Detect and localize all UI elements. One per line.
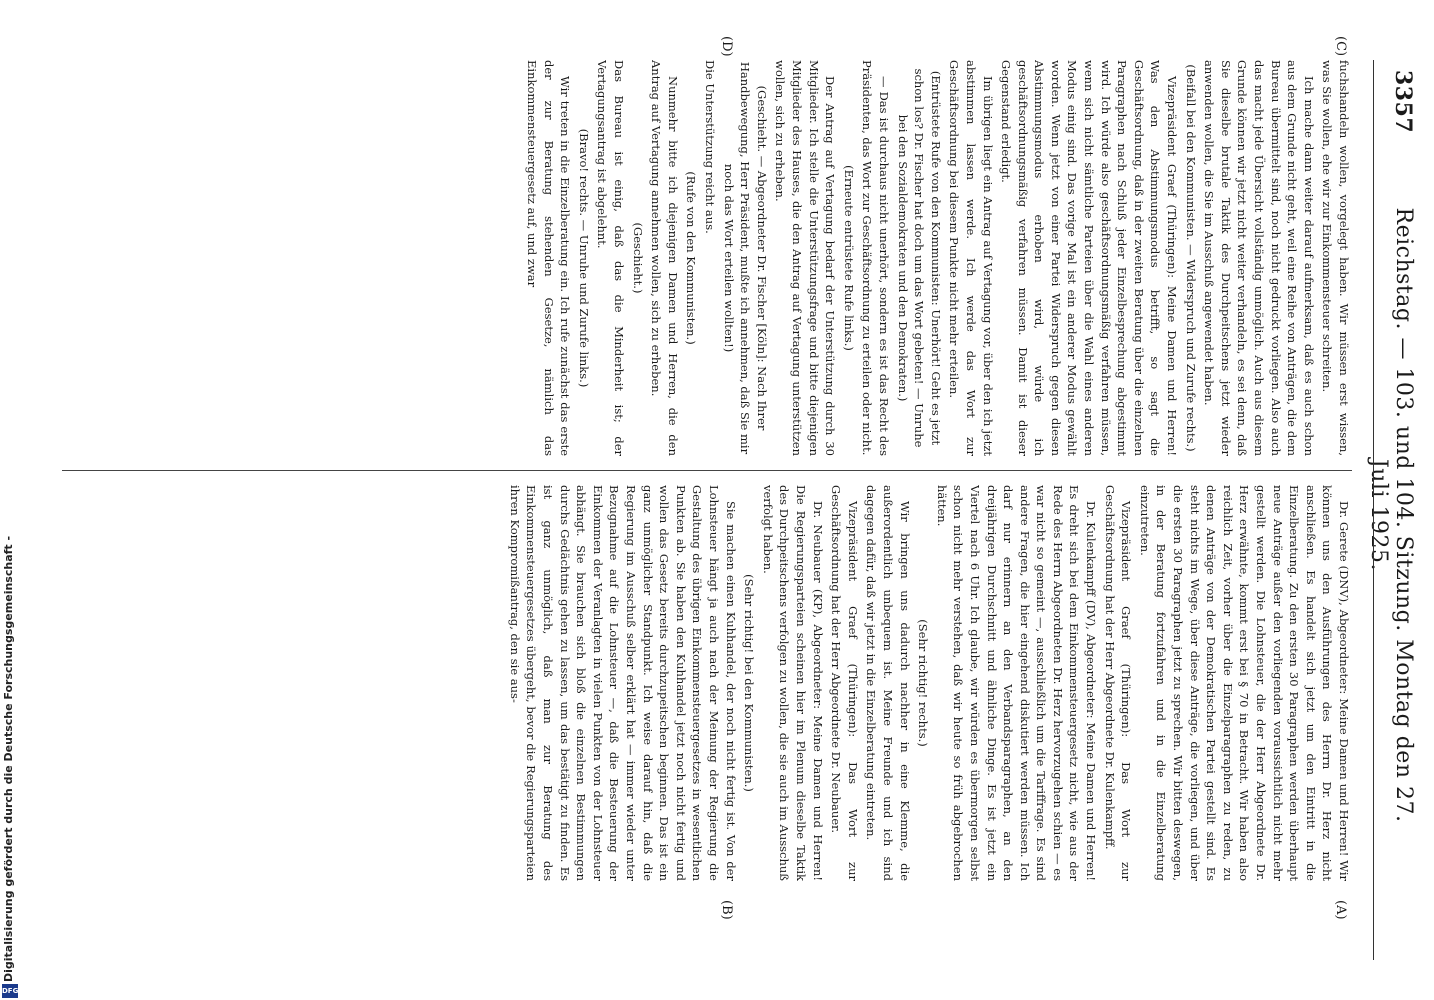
funding-sidebar: [0, 0, 22, 1000]
paragraph: Wir treten in die Einzelberatung ein. Ich rufe zunächst das erste der zur Beratung stehenden Gesetze, nämlich das Einkommensteuergesetz auf, und zwar: [525, 60, 573, 456]
interjection: (Geschieht. — Abgeordneter Dr. Fischer [Köln]: Nach Ihrer Handbewegung, Herr Präsident, mußte ich annehmen, daß Sie mir noch das Wort erteilen wollten!): [721, 61, 769, 455]
paragraph: fuchshandeln wollen, vorgelegt haben. Wir müssen erst wissen, was Sie wollen, ehe wir zur Einkommensteuer schreiten.: [1320, 60, 1351, 456]
interjection: (Beifall bei den Kommunisten. — Widerspruch und Zurufe rechts.): [1183, 64, 1198, 452]
running-title: Reichstag. — 103. und 104. Sitzung. Montag den 27. Juli 1925.: [1366, 207, 1416, 823]
interjection: (Entrüstete Rufe von den Kommunisten: Unerhört! Geht es jetzt schon los? Dr. Fischer hat doch um das Wort gebeten! — Unruhe bei den Sozialdemokraten und den Demokraten.): [895, 68, 943, 448]
paragraph: Wir bringen uns dadurch nachher in eine Klemme, die außerordentlich unbequem ist. Meine Freunde und ich sind dagegen dafür, daß wir jetzt in die Einzelberatung eintreten.: [864, 485, 912, 881]
paragraph: — Das ist durchaus nicht unerhört, sondern es ist das Recht des Präsidenten, das Wort zur Geschäftsordnung zu erteilen oder nicht.: [860, 60, 891, 456]
paragraph: Der Antrag auf Vertagung bedarf der Unterstützung durch 30 Mitglieder. Ich stelle die Unterstützungsfrage und bitte diejenigen Mitglieder des Hauses, die den Antrag auf Vertagung unterstützen wollen, sich zu erheben.: [773, 60, 838, 456]
paragraph: Sie machen einen Kuhhandel, der noch nicht fertig ist. Von der Lohnsteuer hängt ja auch nach der Meinung der Regierung die Gestaltung des übrigen Einkommensteuergesetzes in wesentlichen Punkten ab. Sie haben den Kuhhandel jetzt noch nicht fertig und wollen das Gesetz bereits durchzupeitschen beginnen. Das ist ein ganz unmöglicher Standpunkt. Ich weise darauf hin, daß die Regierung im Ausschuß selber erklärt hat — immer wieder unter Bezugnahme auf die Lohnsteuer —, daß die Besteuerung der Einkommen der Veranlagten in vielen Punkten von der Lohnsteuer abhängt. Sie brauchen sich bloß die einzelnen Bestimmungen durchs Gedächtnis gehen zu lassen, um das bestätigt zu finden. Es ist ganz unmöglich, daß man zur Beratung des Einkommensteuergesetzes übergeht, bevor die Regierungsparteien ihren Kompromißantrag, den sie aus-: [507, 485, 738, 881]
interjection: (Sehr richtig! bei den Kommunisten.): [742, 574, 757, 792]
paragraph: Vizepräsident Graef (Thüringen): Das Wort zur Geschäftsordnung hat der Herr Abgeordnete Dr. Kulenkampff.: [1102, 485, 1134, 881]
right-column: [62, 60, 1352, 456]
header-rule: [1373, 60, 1374, 960]
margin-mark-b: (B): [719, 900, 734, 920]
paragraph: Nunmehr bitte ich diejenigen Damen und Herren, die den Antrag auf Vertagung annehmen wollen, sich zu erheben.: [649, 60, 680, 456]
paragraph: Ich mache dann weiter darauf aufmerksam, daß es auch schon aus dem Grunde nicht geht, weil eine Reihe von Anträgen, die dem Bureau übermittelt sind, noch nicht gedruckt vorliegen. Also auch das macht jede Übersicht vollständig unmöglich. Auch aus diesem Grunde können wir jetzt nicht weiter verhandeln, es sei denn, daß Sie dieselbe brutale Taktik des Durchpeitschens jetzt wieder anwenden wollen, die Sie im Ausschuß angewendet haben.: [1202, 60, 1316, 456]
interjection: (Geschieht.): [630, 222, 645, 294]
paragraph: Dr. Neubauer (KP), Abgeordneter: Meine Damen und Herren! Die Regierungsparteien scheinen hier im Plenum dieselbe Taktik des Durchpeitschens verfolgen zu wollen, die sie auch im Ausschuß verfolgt haben.: [760, 485, 825, 881]
paragraph: Dr. Gerete (DNV), Abgeordneter: Meine Damen und Herren! Wir können uns den Ausführungen des Herrn Dr. Herz nicht anschließen. Es handelt sich jetzt um den Eintritt in die Einzelberatung. Zu den ersten 30 Paragraphen werden überhaupt neue Anträge außer den vorliegenden voraussichtlich nicht mehr gestellt werden. Die Lohnsteuer, die der Herr Abgeordnete Dr. Herz erwähnte, kommt erst bei § 70 in Betracht. Wir haben also reichlich Zeit, vorher über die Einzelparagraphen zu reden, zu denen Anträge von der Demokratischen Partei gestellt sind. Es steht nichts im Wege, über diese Anträge, die vorliegen, und über die ersten 30 Paragraphen jetzt zu sprechen. Wir bitten deswegen, in der Beratung fortzufahren und in die Einzelberatung einzutreten.: [1137, 485, 1351, 881]
column-rule: [62, 470, 1352, 471]
funding-note: Digitalisierung gefördert durch die Deutsche Forschungsgemeinschaft -: [2, 535, 15, 982]
page-header: [1366, 70, 1416, 960]
margin-mark-c: (C): [1333, 36, 1348, 57]
paragraph: Vizepräsident Graef (Thüringen): Meine Damen und Herren! Was den Abstimmungsmodus betrifft, so sagt die Geschäftsordnung, daß in der zweiten Beratung über die einzelnen Paragraphen nach Schluß jeder Einzelbesprechung abgestimmt wird. Ich würde also geschäftsordnungsmäßig verfahren müssen, wenn sich nicht sämtliche Parteien über die Wahl eines anderen Modus einig sind. Das vorige Mal ist ein anderer Modus gewählt worden. Wenn jetzt von einer Partei Widerspruch gegen diesen Abstimmungsmodus erhoben wird, würde ich geschäftsordnungsmäßig verfahren müssen. Damit ist dieser Gegenstand erledigt.: [999, 60, 1180, 456]
dfg-logo: DFG: [2, 984, 18, 998]
paragraph: Im übrigen liegt ein Antrag auf Vertagung vor, über den ich jetzt abstimmen lassen werde. Ich werde das Wort zur Geschäftsordnung bei diesem Punkte nicht mehr erteilen.: [947, 60, 995, 456]
margin-mark-d: (D): [719, 36, 734, 57]
interjection: (Sehr richtig! rechts.): [916, 619, 931, 747]
page-number: 3357: [1390, 70, 1416, 134]
interjection: (Erneute entrüstete Rufe links.): [841, 165, 856, 351]
paragraph: Das Bureau ist einig, daß das die Minderheit ist; der Vertagungsantrag ist abgelehnt.: [595, 60, 627, 456]
paragraph: Dr. Kulenkampff (DV), Abgeordneter: Meine Damen und Herren! Es dreht sich bei dem Einkommensteuergesetz nicht, wie aus der Rede des Herrn Abgeordneten Dr. Herz hervorzugehen schien — es war nicht so gemeint —, ausschließlich um die Tariffrage. Es sind andere Fragen, die hier eingehend diskutiert werden müssen. Ich darf nur erinnern an den Verbandsparagraphen, an den dreijährigen Durchschnitt und ähnliche Dinge. Es ist jetzt ein Viertel nach 6 Uhr. Ich glaube, wir würden es übermorgen selbst schon nicht mehr verstehen, daß wir heute so früh abgebrochen hätten.: [934, 485, 1099, 881]
interjection: (Bravo! rechts. — Unruhe und Zurufe links.): [576, 128, 591, 388]
paragraph: Vizepräsident Graef (Thüringen): Das Wort zur Geschäftsordnung hat der Herr Abgeordnete Dr. Neubauer.: [829, 485, 860, 881]
interjection: (Rufe von den Kommunisten.): [684, 171, 699, 345]
left-column: [62, 485, 1352, 881]
margin-mark-a: (A): [1333, 900, 1348, 920]
paragraph: Die Unterstützung reicht aus.: [703, 60, 718, 234]
